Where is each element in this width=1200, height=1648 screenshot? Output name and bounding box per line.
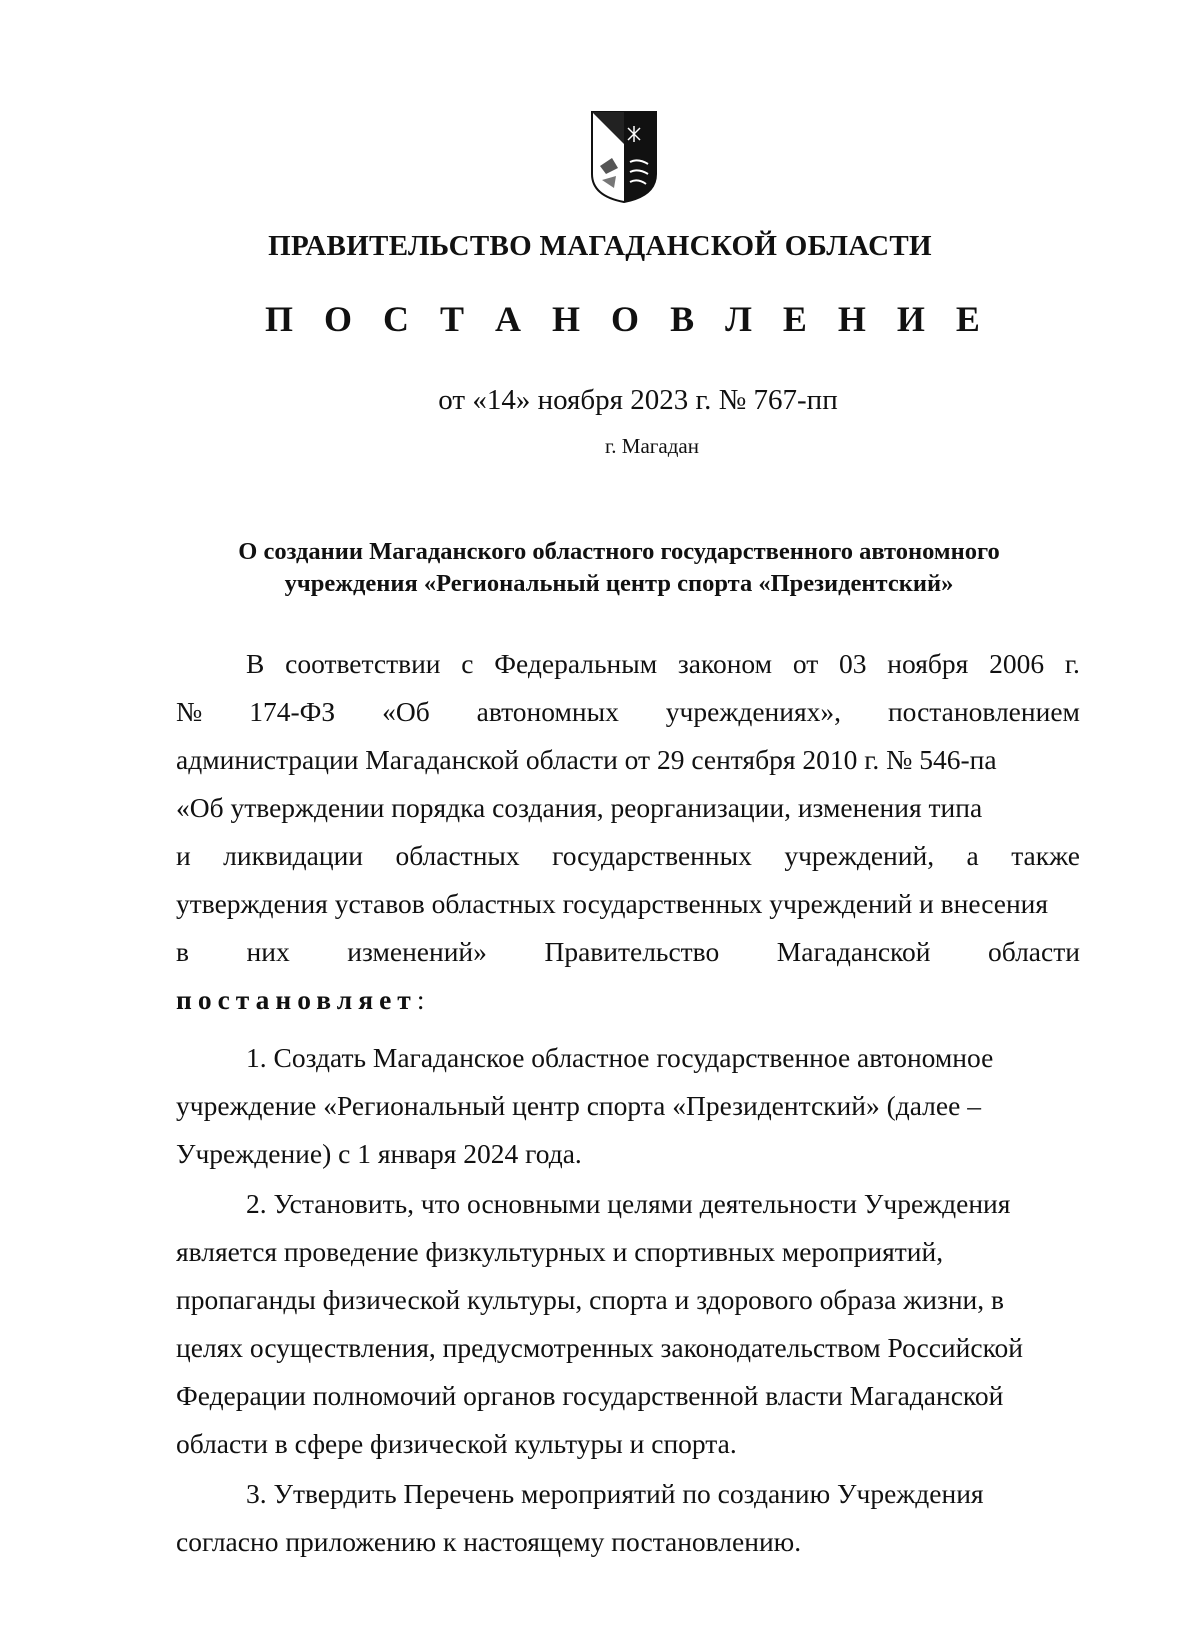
preamble-line-3: администрации Магаданской области от 29 сентября 2010 г. № 546-па [176, 744, 997, 775]
item-1-line-1: 1. Создать Магаданское областное государственное автономное [246, 1042, 994, 1073]
preamble-line-2: № 174-ФЗ «Об автономных учреждениях», постановлением [176, 696, 1080, 727]
subject-line-2: учреждения «Региональный центр спорта «Президентский» [284, 570, 954, 597]
preamble-line-5: и ликвидации областных государственных учреждений, а также [176, 840, 1080, 871]
government-title: ПРАВИТЕЛЬСТВО МАГАДАНСКОЙ ОБЛАСТИ [268, 230, 932, 262]
item-3-line-2: согласно приложению к настоящему постановлению. [176, 1526, 802, 1557]
subject-line-1: О создании Магаданского областного государственного автономного [238, 538, 1000, 565]
item-2-line-4: целях осуществления, предусмотренных законодательством Российской [176, 1332, 1023, 1363]
item-1-paragraph [176, 1034, 1080, 1178]
coat-of-arms-icon [590, 110, 658, 204]
preamble-line-1: В соответствии с Федеральным законом от 03 ноября 2006 г. [246, 648, 1080, 679]
decrees-word: постановляет [176, 984, 417, 1015]
item-2-line-2: является проведение физкультурных и спортивных мероприятий, [176, 1236, 944, 1267]
preamble-paragraph [176, 640, 1080, 1024]
decrees-line: постановляет: [176, 984, 425, 1015]
preamble-line-6: утверждения уставов областных государственных учреждений и внесения [176, 888, 1049, 919]
item-3-line-1: 3. Утвердить Перечень мероприятий по созданию Учреждения [246, 1478, 984, 1509]
item-3-paragraph [176, 1470, 1080, 1566]
item-2-line-3: пропаганды физической культуры, спорта и здорового образа жизни, в [176, 1284, 1004, 1315]
preamble-line-4: «Об утверждении порядка создания, реорганизации, изменения типа [176, 792, 983, 823]
item-2-line-5: Федерации полномочий органов государственной власти Магаданской [176, 1380, 1004, 1411]
preamble-line-7: в них изменений» Правительство Магаданской области [176, 936, 1080, 967]
document-date-number: от «14» ноября 2023 г. № 767-пп [438, 384, 838, 416]
item-2-line-6: области в сфере физической культуры и спорта. [176, 1428, 737, 1459]
item-2-paragraph [176, 1180, 1080, 1468]
document-type: П О С Т А Н О В Л Е Н И Е [265, 299, 991, 339]
document-city: г. Магадан [605, 434, 699, 458]
item-2-line-1: 2. Установить, что основными целями деятельности Учреждения [246, 1188, 1011, 1219]
item-1-line-3: Учреждение) с 1 января 2024 года. [176, 1138, 582, 1169]
item-1-line-2: учреждение «Региональный центр спорта «Президентский» (далее – [176, 1090, 981, 1121]
